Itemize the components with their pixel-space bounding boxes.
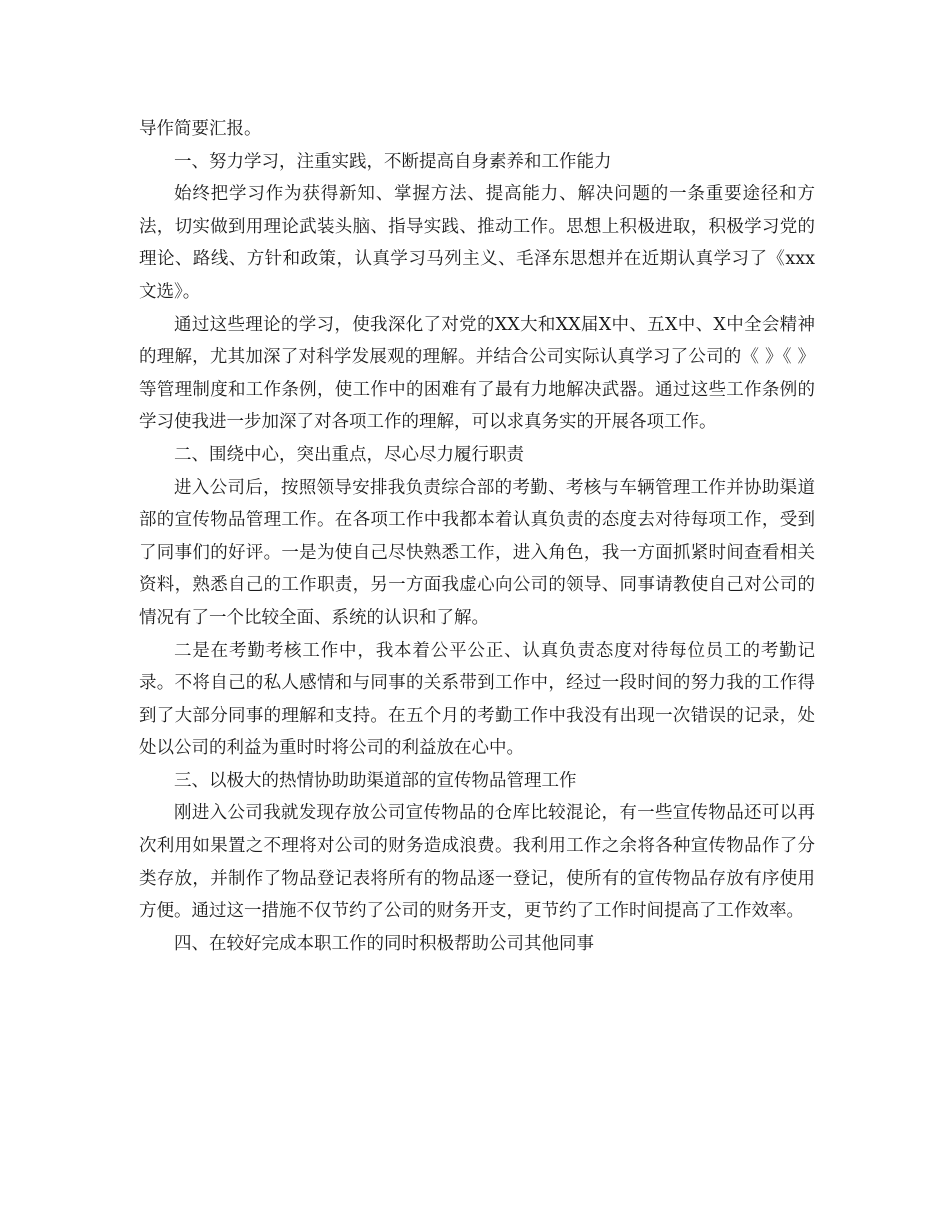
section-heading-3: 三、以极大的热情协助助渠道部的宣传物品管理工作	[174, 770, 577, 791]
section-heading-2: 二、围绕中心，突出重点，尽心尽力履行职责	[174, 444, 524, 465]
document-body	[139, 113, 815, 960]
paragraph: 进入公司后，按照领导安排我负责综合部的考勤、考核与车辆管理工作并协助渠道部的宣传物品管理工作。在各项工作中我都本着认真负责的态度去对待每项工作，受到了同事们的好评。一是为使自己尽快熟悉工作，进入角色，我一方面抓紧时间查看相关资料，熟悉自己的工作职责，另一方面我虚心向公司的领导、同事请教使自己对公司的情况有了一个比较全面、系统的认识和了解。	[139, 477, 815, 628]
section-heading-1: 一、努力学习，注重实践，不断提高自身素养和工作能力	[174, 151, 612, 172]
section-heading-4: 四、在较好完成本职工作的同时积极帮助公司其他同事	[174, 933, 594, 954]
paragraph: 始终把学习作为获得新知、掌握方法、提高能力、解决问题的一条重要途径和方法，切实做到用理论武装头脑、指导实践、推动工作。思想上积极进取，积极学习党的理论、路线、方针和政策，认真学习马列主义、毛泽东思想并在近期认真学习了《xxx文选》。	[139, 184, 815, 302]
paragraph: 通过这些理论的学习，使我深化了对党的XX大和XX届X中、五X中、X中全会精神的理解，尤其加深了对科学发展观的理解。并结合公司实际认真学习了公司的《 》《 》等管理制度和工作条例，使工作中的困难有了最有力地解决武器。通过这些工作条例的学习使我进一步加深了对各项工作的理解，可以求真务实的开展各项工作。	[139, 314, 815, 433]
paragraph: 二是在考勤考核工作中，我本着公平公正、认真负责态度对待每位员工的考勤记录。不将自己的私人感情和与同事的关系带到工作中，经过一段时间的努力我的工作得到了大部分同事的理解和支持。在五个月的考勤工作中我没有出现一次错误的记录，处处以公司的利益为重时时将公司的利益放在心中。	[139, 640, 815, 759]
paragraph: 刚进入公司我就发现存放公司宣传物品的仓库比较混论，有一些宣传物品还可以再次利用如果置之不理将对公司的财务造成浪费。我利用工作之余将各种宣传物品作了分类存放，并制作了物品登记表将所有的物品逐一登记，使所有的宣传物品存放有序使用方便。通过这一措施不仅节约了公司的财务开支，更节约了工作时间提高了工作效率。	[139, 803, 815, 922]
paragraph-opening: 导作简要汇报。	[139, 119, 262, 139]
